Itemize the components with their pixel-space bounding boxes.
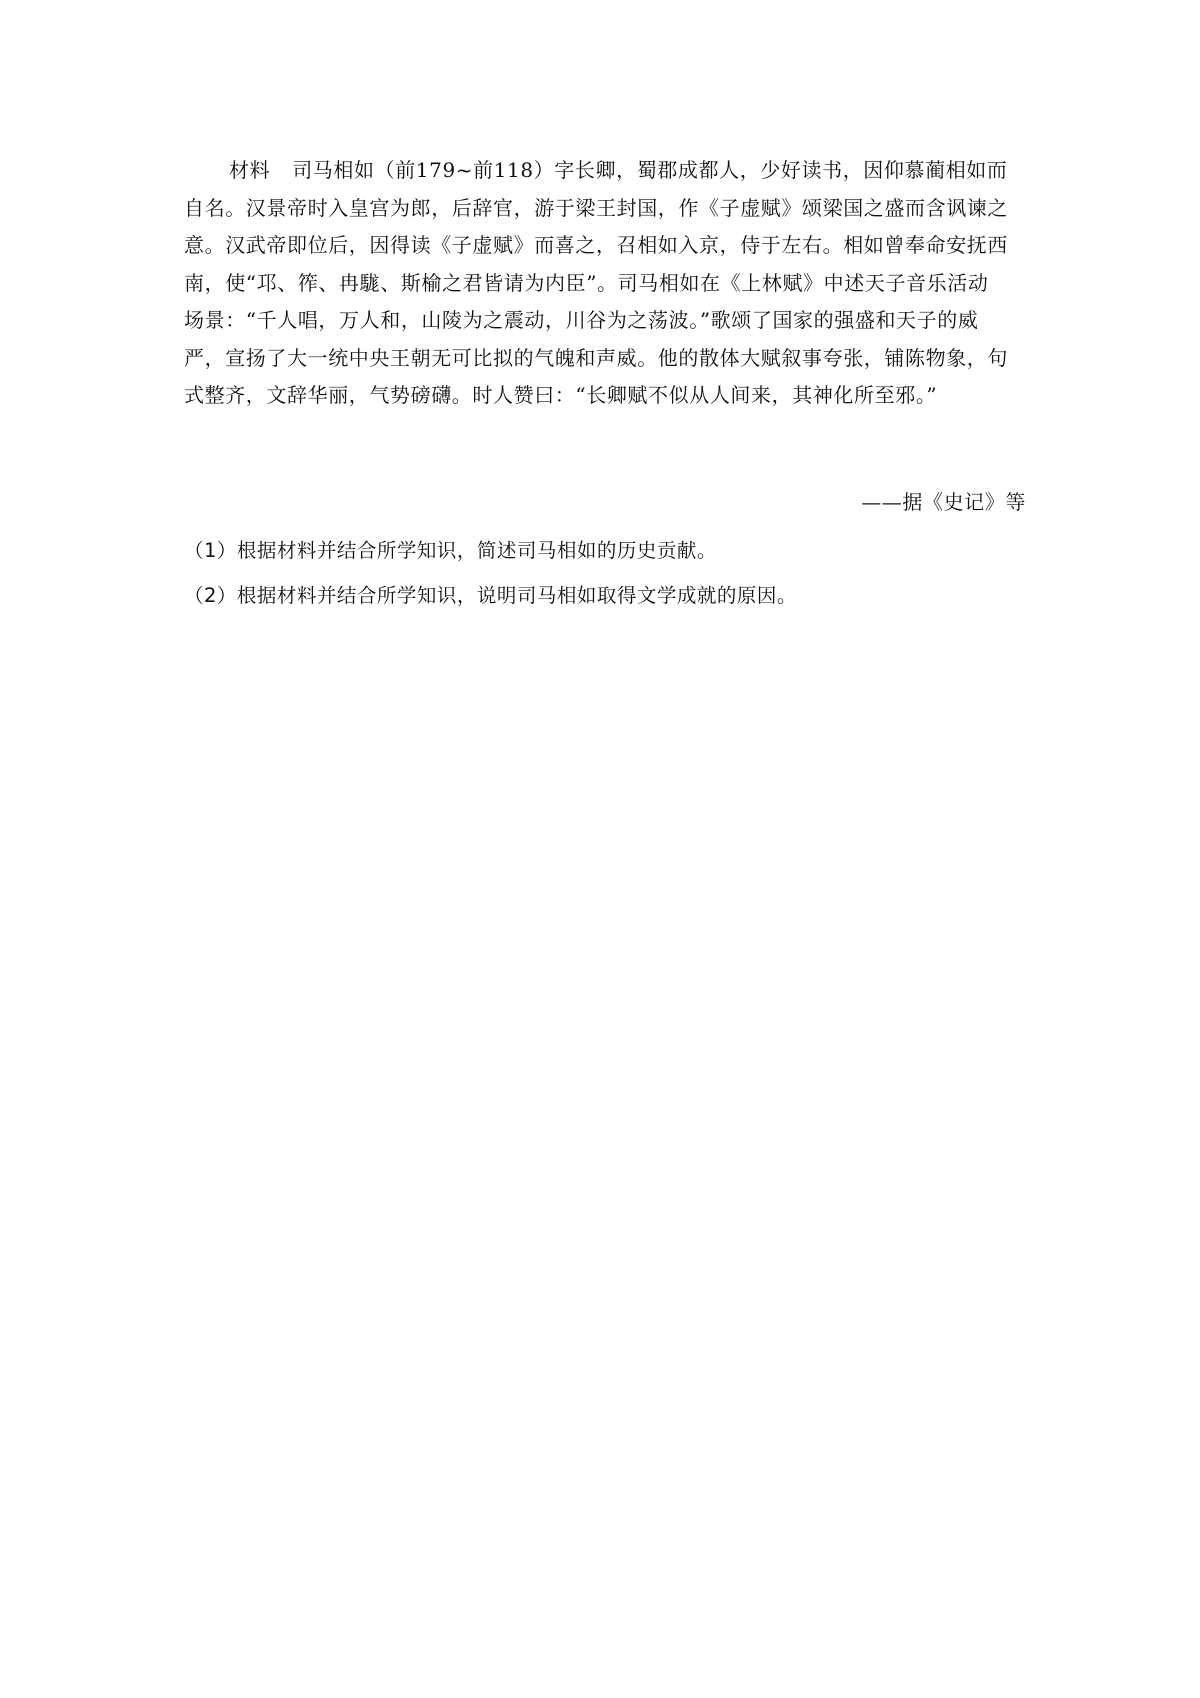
material-line-1 [184,152,1026,190]
material-label: 材料 [229,158,271,182]
material-text-line: 意。汉武帝即位后，因得读《子虚赋》而喜之，召相如入京，侍于左右。相如曾奉命安抚西 [184,233,1008,257]
material-text-line: 司马相如（前179~前118）字长卿，蜀郡成都人，少好读书，因仰慕蔺相如而 [292,158,1008,182]
source-citation: ——据《史记》等 [861,490,1026,514]
question-list [184,528,1026,618]
material-text-line: 严，宣扬了大一统中央王朝无可比拟的气魄和声威。他的散体大赋叙事夸张，铺陈物象，句 [184,345,1008,370]
material-text-line: 自名。汉景帝时入皇宫为郎，后辞官，游于梁王封国，作《子虚赋》颂梁国之盛而含讽谏之 [184,195,1008,220]
material-text-line: 南，使“邛、筰、冉駹、斯榆之君皆请为内臣”。司马相如在《上林赋》中述天子音乐活动 [184,270,989,295]
question-2: （2）根据材料并结合所学知识，说明司马相如取得文学成就的原因。 [184,584,797,607]
material-passage [184,152,1026,415]
material-text-line: 式整齐，文辞华丽，气势磅礴。时人赞曰：“长卿赋不似从人间来，其神化所至邪。” [184,383,938,407]
question-1: （1）根据材料并结合所学知识，简述司马相如的历史贡献。 [184,539,717,562]
material-text-line: 场景：“千人唱，万人和，山陵为之震动，川谷为之荡波。”歌颂了国家的强盛和天子的威 [184,308,979,332]
